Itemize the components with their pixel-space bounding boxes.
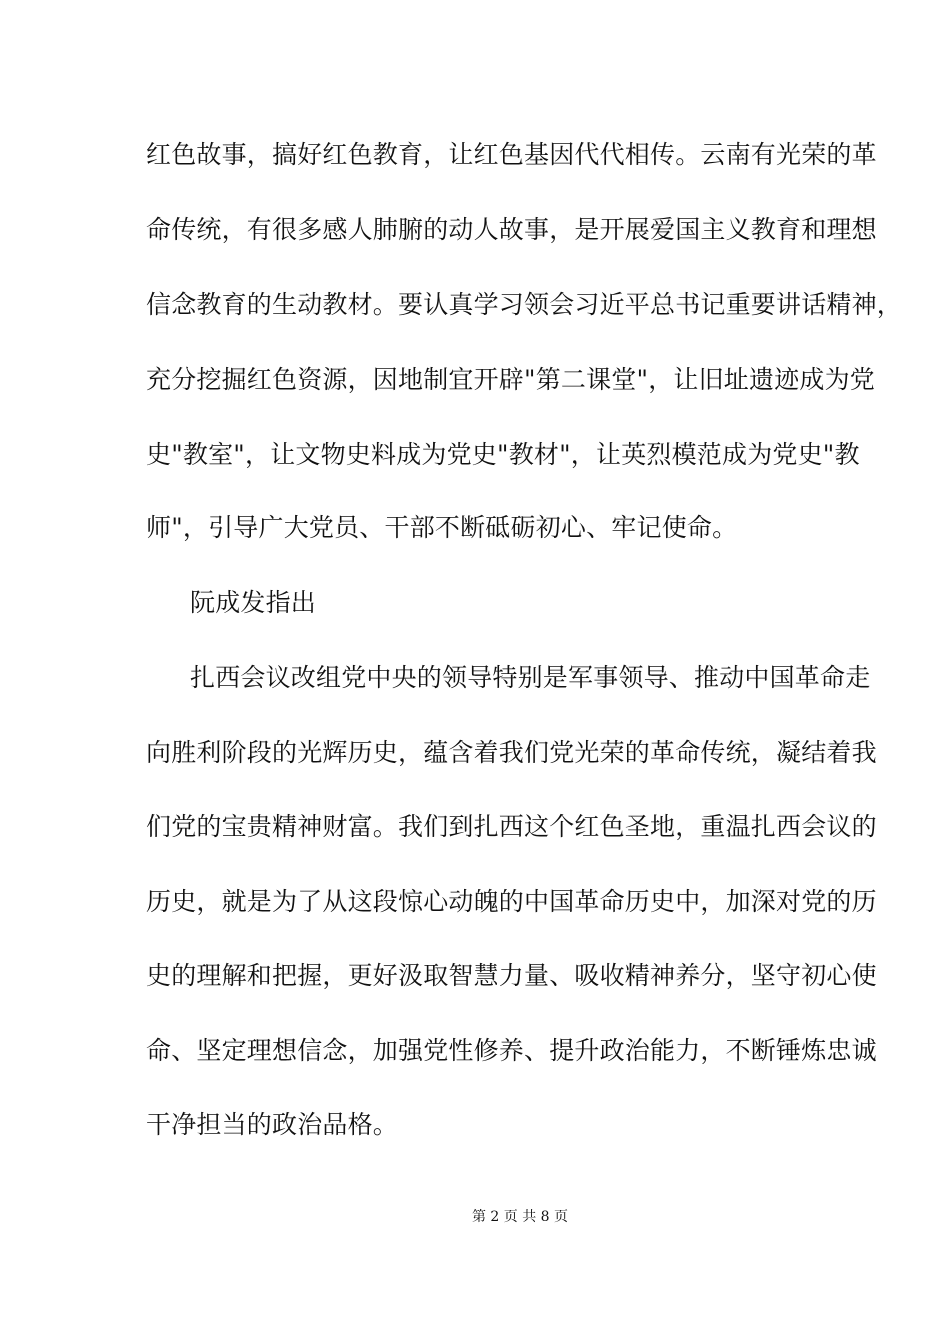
text-line: 干净担当的政治品格。 [146, 1110, 399, 1139]
text-line: 命、坚定理想信念，加强党性修养、提升政治能力，不断锤炼忠诚 [146, 1036, 877, 1065]
text-line: 们党的宝贵精神财富。我们到扎西这个红色圣地，重温扎西会议的 [146, 812, 877, 841]
text-line: 师"，引导广大党员、干部不断砥砺初心、牢记使命。 [146, 513, 738, 542]
text-line: 信念教育的生动教材。要认真学习领会习近平总书记重要讲话精神， [146, 290, 903, 319]
text-line: 历史，就是为了从这段惊心动魄的中国革命历史中，加深对党的历 [146, 887, 877, 916]
text-line: 向胜利阶段的光辉历史，蕴含着我们党光荣的革命传统，凝结着我 [146, 738, 877, 767]
page-number-footer: 第 2 页 共 8 页 [471, 1209, 569, 1225]
text-line: 史"教室"，让文物史料成为党史"教材"，让英烈模范成为党史"教 [146, 440, 860, 469]
paragraph-heading: 阮成发指出 [190, 588, 317, 617]
text-line: 史的理解和把握，更好汲取智慧力量、吸收精神养分，坚守初心使 [146, 961, 877, 990]
text-line: 充分挖掘红色资源，因地制宜开辟"第二课堂"，让旧址遗迹成为党 [146, 365, 876, 394]
text-line: 红色故事，搞好红色教育，让红色基因代代相传。云南有光荣的革 [146, 140, 877, 169]
text-line: 扎西会议改组党中央的领导特别是军事领导、推动中国革命走 [190, 663, 871, 692]
text-line: 命传统，有很多感人肺腑的动人故事，是开展爱国主义教育和理想 [146, 215, 877, 244]
